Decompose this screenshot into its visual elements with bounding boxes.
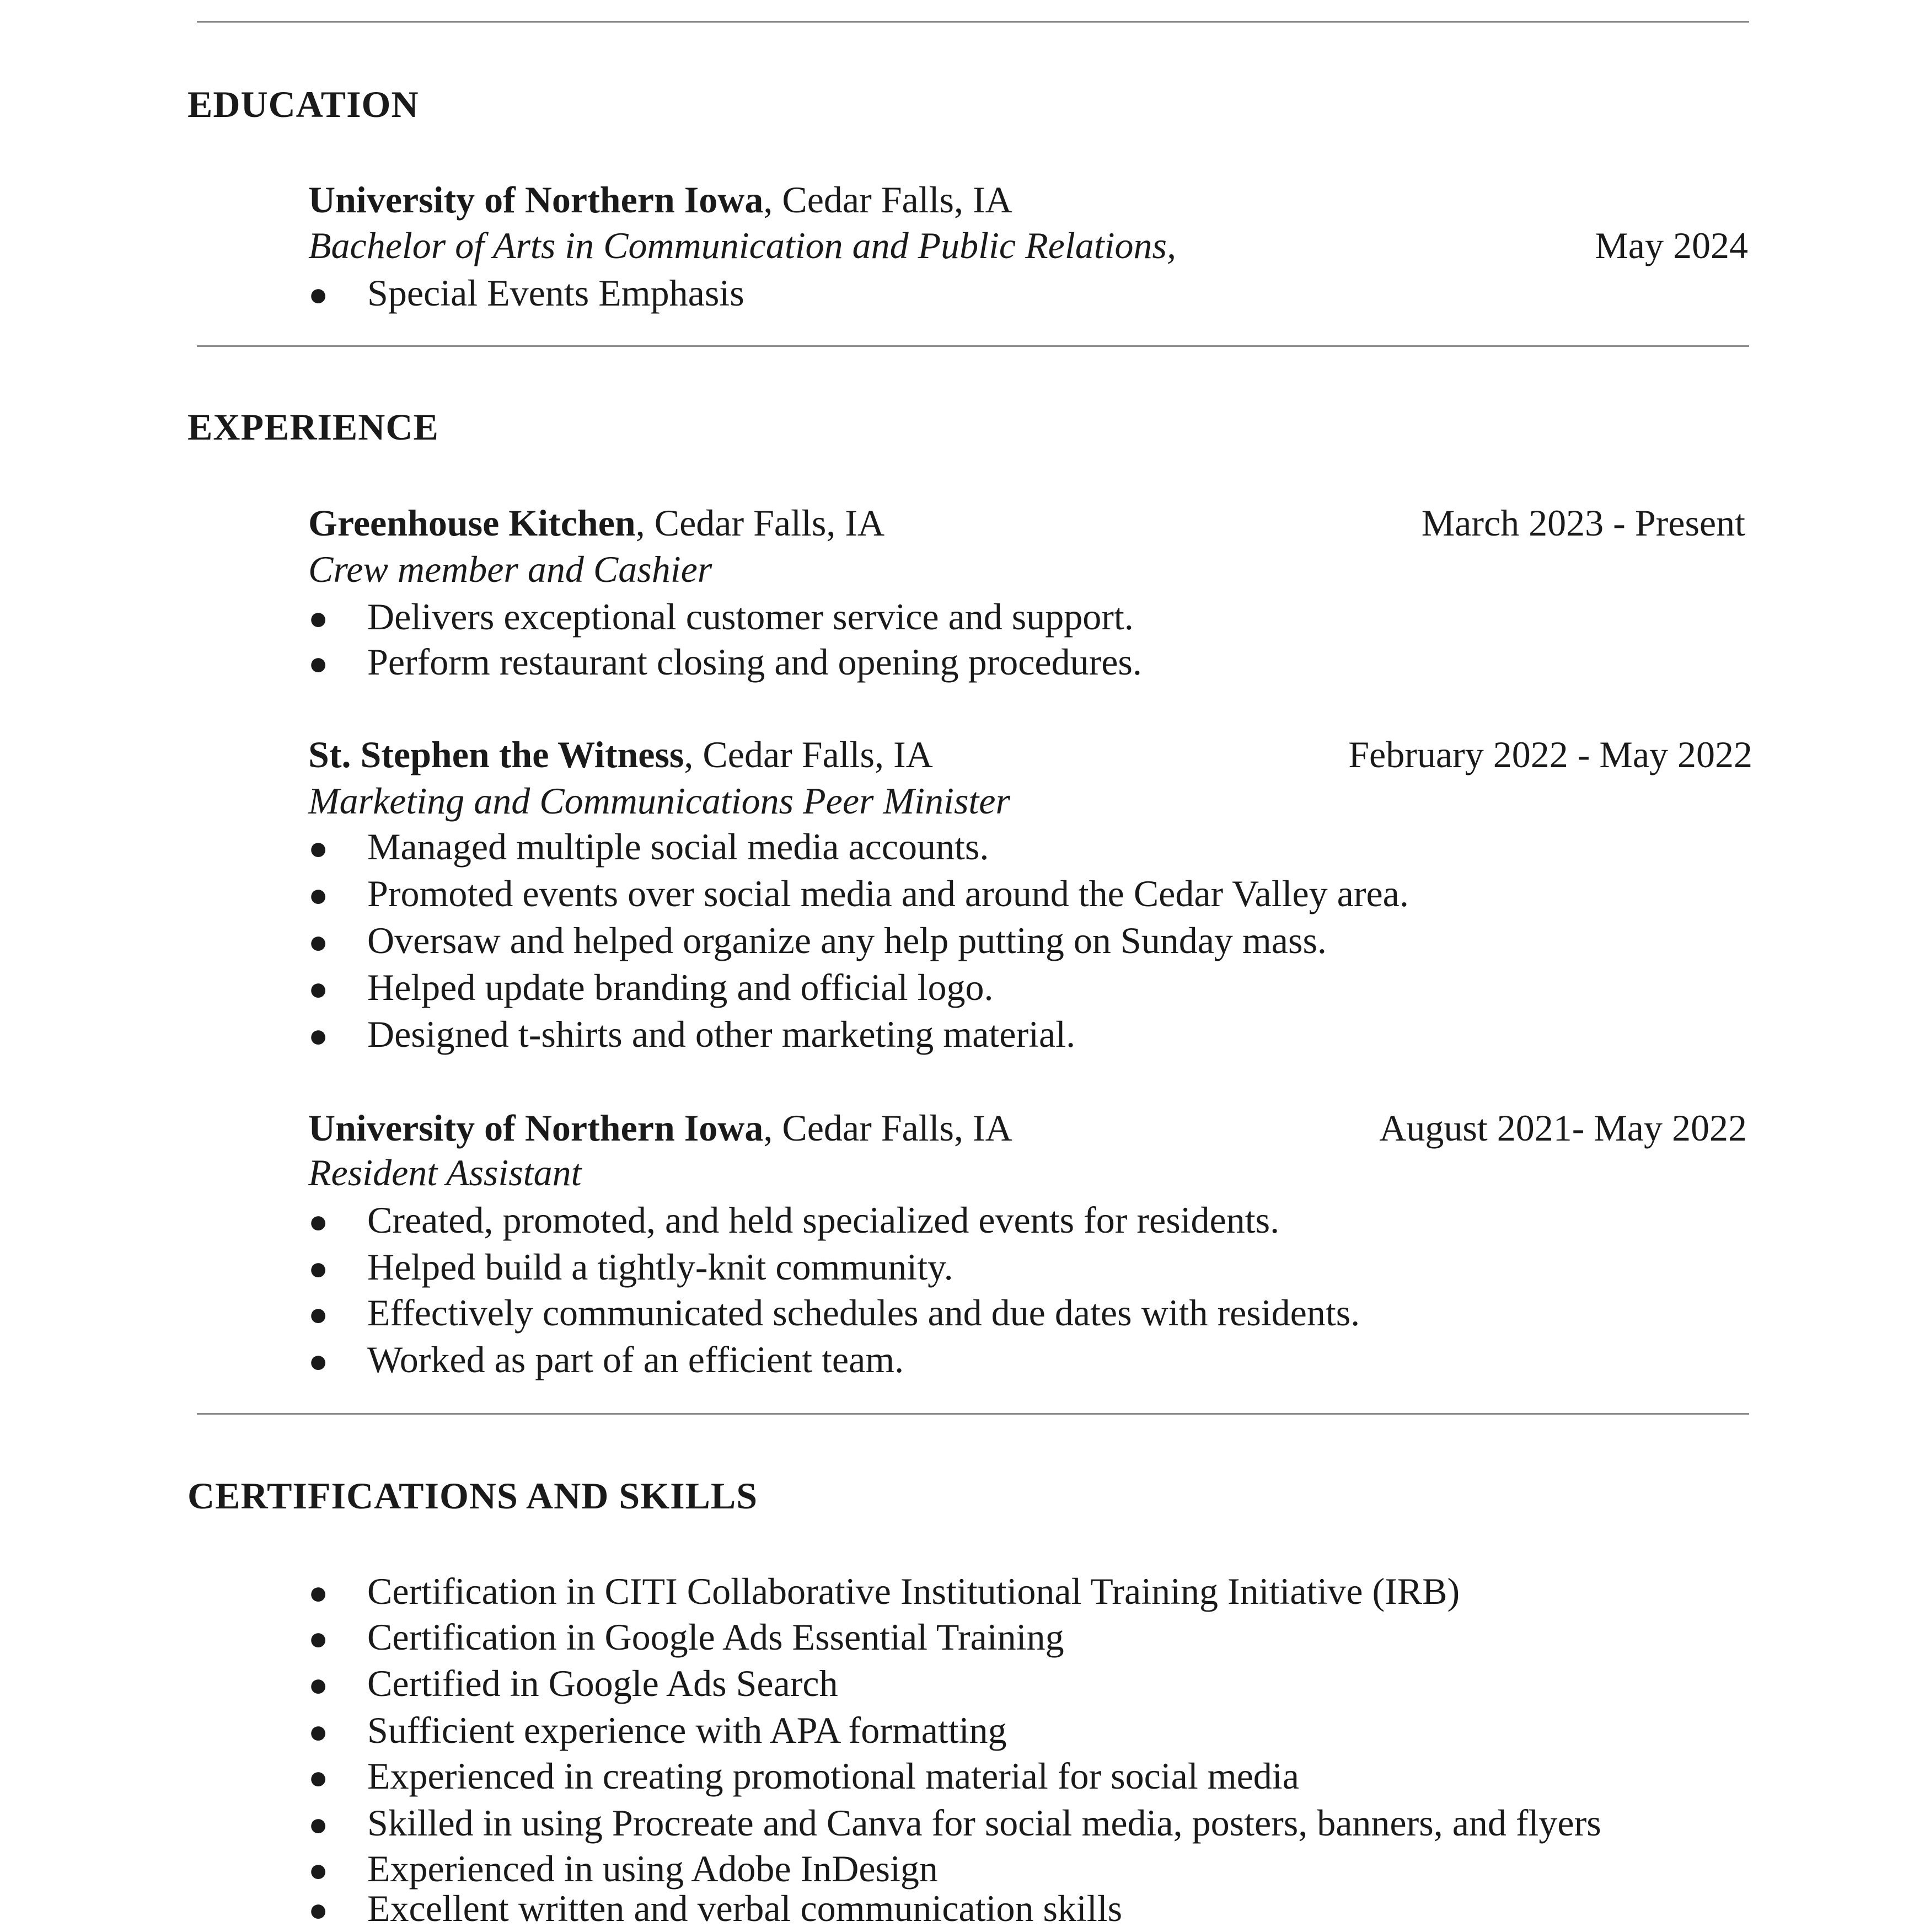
bullet-icon: ● (308, 830, 329, 866)
bullet-text: Experienced in creating promotional material for social media (367, 1755, 1299, 1797)
bullet-icon: ● (308, 1250, 329, 1287)
job-2-bullet (308, 1012, 1075, 1056)
job-2-location: , Cedar Falls, IA (684, 734, 933, 775)
bullet-text: Certified in Google Ads Search (367, 1662, 838, 1704)
bullet-text: Delivers exceptional customer service and support. (367, 596, 1134, 638)
bullet-text: Sufficient experience with APA formatting (367, 1709, 1007, 1751)
bullet-icon: ● (308, 600, 329, 636)
education-degree: Bachelor of Arts in Communication and Public Relations, (308, 224, 1176, 266)
bullet-icon: ● (308, 1620, 329, 1657)
bullet-icon: ● (308, 924, 329, 960)
bullet-icon: ● (308, 1759, 329, 1796)
bullet-text: Perform restaurant closing and opening procedures. (367, 641, 1142, 683)
bullet-text: Excellent written and verbal communication skills (367, 1887, 1123, 1929)
job-2-org-line (308, 732, 933, 777)
job-1-location: , Cedar Falls, IA (635, 502, 885, 544)
job-3-location: , Cedar Falls, IA (763, 1107, 1012, 1149)
skills-bullet (308, 1569, 1460, 1613)
job-3-role: Resident Assistant (308, 1152, 582, 1194)
divider-experience (197, 1413, 1749, 1415)
bullet-text: Experienced in using Adobe InDesign (367, 1848, 938, 1890)
skills-bullet (308, 1886, 1122, 1930)
job-2-role: Marketing and Communications Peer Minister (308, 780, 1010, 822)
bullet-text: Certification in Google Ads Essential Training (367, 1616, 1064, 1658)
bullet-text: Worked as part of an efficient team. (367, 1339, 904, 1380)
job-2-date: February 2022 - May 2022 (1348, 734, 1752, 775)
bullet-text: Helped update branding and official logo. (367, 966, 994, 1008)
job-1-date: March 2023 - Present (1421, 502, 1745, 544)
bullet-text: Helped build a tightly-knit community. (367, 1246, 953, 1288)
bullet-text: Managed multiple social media accounts. (367, 826, 989, 868)
job-1-org: Greenhouse Kitchen (308, 502, 636, 544)
job-1-bullet (308, 640, 1142, 684)
job-3-bullet (308, 1291, 1360, 1335)
skills-bullet (308, 1801, 1601, 1845)
education-bullet (308, 271, 744, 315)
bullet-text: Certification in CITI Collaborative Institutional Training Initiative (IRB) (367, 1570, 1460, 1612)
divider-education (197, 345, 1749, 347)
education-heading: EDUCATION (187, 83, 419, 125)
job-3-bullet (308, 1245, 953, 1289)
bullet-icon: ● (308, 1343, 329, 1379)
bullet-icon: ● (308, 1714, 329, 1750)
job-1-role: Crew member and Cashier (308, 548, 712, 590)
job-3-bullet (308, 1198, 1279, 1242)
bullet-text: Skilled in using Procreate and Canva for social media, posters, banners, and flyers (367, 1802, 1601, 1844)
skills-bullet (308, 1754, 1299, 1798)
bullet-icon: ● (308, 1575, 329, 1611)
skills-bullet (308, 1847, 938, 1891)
skills-heading: CERTIFICATIONS AND SKILLS (187, 1475, 758, 1517)
job-3-date: August 2021- May 2022 (1379, 1107, 1747, 1149)
bullet-icon: ● (308, 1667, 329, 1703)
education-location: , Cedar Falls, IA (763, 179, 1012, 221)
skills-bullet (308, 1615, 1064, 1659)
education-school: University of Northern Iowa (308, 179, 764, 221)
experience-heading: EXPERIENCE (187, 406, 439, 448)
job-3-bullet (308, 1337, 904, 1382)
job-2-bullet (308, 825, 989, 869)
job-1-org-line (308, 501, 884, 545)
bullet-icon: ● (308, 1018, 329, 1054)
job-2-bullet (308, 965, 994, 1009)
education-date: May 2024 (1595, 224, 1748, 266)
bullet-icon: ● (308, 1852, 329, 1888)
job-2-org: St. Stephen the Witness (308, 734, 684, 775)
job-3-org: University of Northern Iowa (308, 1107, 764, 1149)
bullet-text: Designed t-shirts and other marketing material. (367, 1013, 1076, 1055)
skills-bullet (308, 1708, 1007, 1752)
bullet-text: Promoted events over social media and around the Cedar Valley area. (367, 873, 1409, 914)
bullet-text: Oversaw and helped organize any help putting on Sunday mass. (367, 919, 1327, 961)
job-2-bullet (308, 918, 1327, 962)
bullet-icon: ● (308, 1296, 329, 1332)
job-3-org-line (308, 1106, 1012, 1150)
education-school-line (308, 178, 1012, 222)
job-2-bullet (308, 871, 1409, 916)
bullet-text: Created, promoted, and held specialized events for residents. (367, 1199, 1280, 1241)
bullet-icon: ● (308, 1806, 329, 1843)
job-1-bullet (308, 595, 1134, 639)
bullet-icon: ● (308, 1203, 329, 1240)
skills-bullet (308, 1661, 838, 1705)
bullet-icon: ● (308, 877, 329, 913)
divider-top (197, 21, 1749, 23)
bullet-text: Effectively communicated schedules and due dates with residents. (367, 1292, 1360, 1334)
bullet-icon: ● (308, 276, 329, 313)
bullet-text: Special Events Emphasis (367, 272, 744, 314)
bullet-icon: ● (308, 645, 329, 682)
bullet-icon: ● (308, 1892, 329, 1928)
bullet-icon: ● (308, 971, 329, 1007)
